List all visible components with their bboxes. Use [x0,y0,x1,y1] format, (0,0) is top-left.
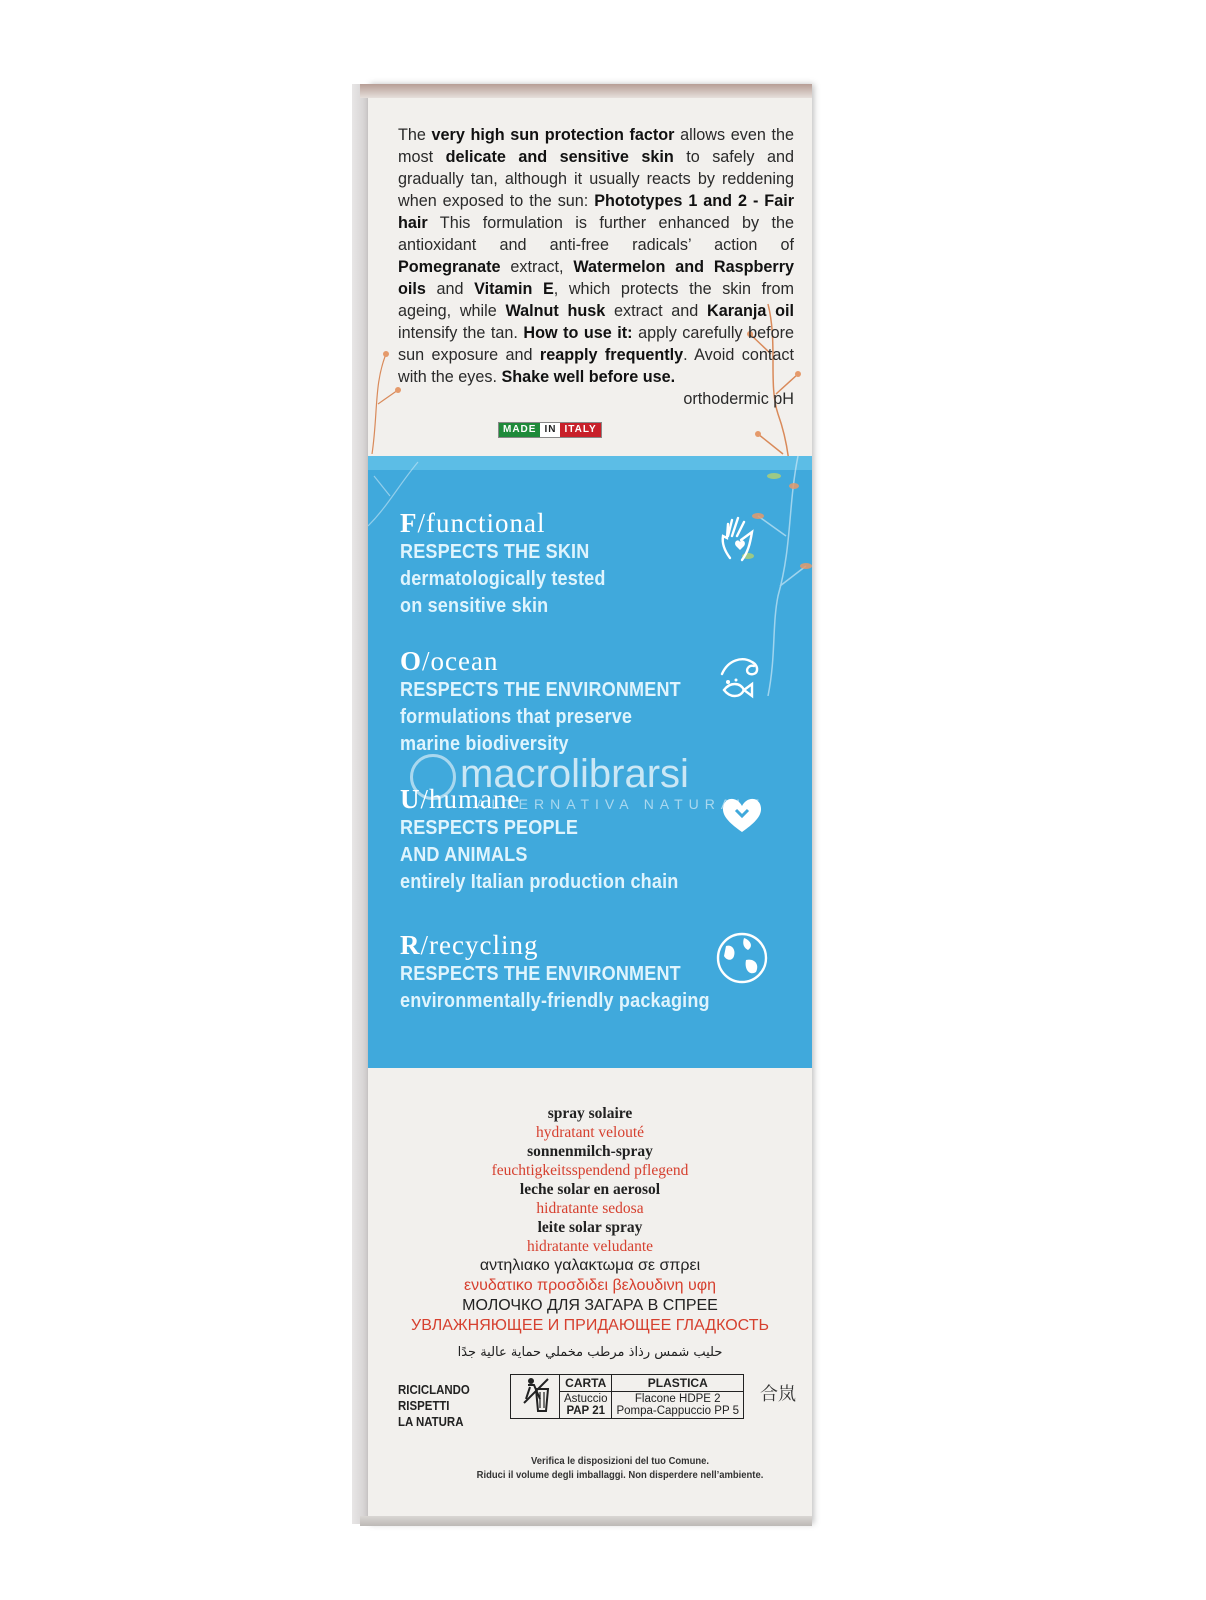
language-subtitle: ενυδατικο προσδιδει βελουδινη υφη [463,1277,717,1294]
watermark-logo-icon [410,754,456,800]
arabic-line [368,1340,812,1366]
recycling-table [510,1374,744,1419]
language-subtitle: hidratante sedosa [536,1200,644,1217]
carta-line: Astuccio [564,1393,608,1405]
section-heading [400,508,634,538]
section-line: marine biodiversity [400,732,569,755]
plastica-cell [612,1392,744,1419]
section-line: RESPECTS THE ENVIRONMENT [400,678,681,701]
ph-note: orthodermic pH [683,390,794,408]
description-run: apply carefully before sun exposure and [398,324,794,364]
trash-bin-cell [511,1375,560,1419]
description-run: . Avoid contact with the eyes. [398,346,794,386]
description-bold: Shake well before use. [501,368,676,386]
description-bold: Walnut husk [505,302,606,320]
description-run: This formulation is further enhanced by the antioxidant and anti-free radicals’ action of [398,214,794,254]
description-bold: How to use it: [523,324,633,342]
carta-header: CARTA [560,1375,612,1392]
section-heading [400,646,719,676]
kanji-mark: 合岚 [760,1384,796,1405]
plastica-header: PLASTICA [612,1375,744,1392]
section-line: RESPECTS THE SKIN [400,540,590,563]
section-letter: U [400,784,421,814]
description-run: intensify the tan. [398,324,524,342]
footer-line: Riduci il volume degli imballaggi. Non disperdere nell’ambiente. [476,1469,764,1481]
description-run: extract, [500,258,574,276]
description-bold: very high sun protection factor [431,126,675,144]
section-letter: O [400,646,423,676]
in-word: IN [540,423,560,437]
description-run: , which protects the skin from ageing, while [398,280,794,320]
language-subtitle: УВЛАЖНЯЮЩЕЕ И ПРИДАЮЩЕЕ ГЛАДКОСТЬ [411,1317,769,1334]
section-word: /ocean [422,646,499,676]
language-name: leche solar en aerosol [519,1181,661,1198]
language-list [368,1104,812,1336]
arabic-text: حليب شمس رذاذ مرطب مخملي حماية عالية جدًا [457,1345,723,1360]
language-name: αντηλιακο γαλακτωμα σε σπρει [479,1257,701,1274]
section-line: RESPECTS PEOPLE [400,816,579,839]
box-bottom-edge [360,1516,812,1526]
section-word: /recycling [420,930,539,960]
section-line: entirely Italian production chain [400,870,679,893]
description-bold: Pomegranate [398,258,501,276]
section-line: RESPECTS THE ENVIRONMENT [400,962,681,985]
description-bold: Watermelon and Raspberry oils [398,258,794,298]
slogan-line: RISPETTI [398,1398,450,1413]
globe-icon [714,930,770,986]
slogan-line: LA NATURA [398,1414,464,1429]
slogan-line: RICICLANDO [398,1382,470,1397]
product-box [368,84,812,1524]
heart-hands-icon [714,786,770,842]
description-run: allows even the most [398,126,794,166]
section-line: environmentally-friendly packaging [400,989,710,1012]
language-name: leite solar spray [537,1219,643,1236]
language-name: sonnenmilch-spray [527,1143,653,1160]
section-word: /humane [420,784,521,814]
section-line: dermatologically tested [400,567,606,590]
made-in-italy-label [498,422,602,438]
description-bold: delicate and sensitive skin [445,148,674,166]
hand-heart-icon [714,512,770,568]
section-recycling [400,930,752,1014]
description-run: The [398,126,432,144]
trash-bin-icon [520,1377,550,1413]
watermark-name: macrolibrarsi [460,752,689,796]
language-subtitle: hydratant velouté [535,1124,645,1141]
language-subtitle: feuchtigkeitsspendend pflegend [491,1162,689,1179]
description-run: and [425,280,475,298]
section-heading [400,930,752,960]
language-name: spray solaire [547,1105,633,1122]
made-word: MADE [499,423,540,437]
recycling-slogan [398,1382,470,1430]
description-bold: Karanja oil [707,302,794,320]
carta-line: PAP 21 [566,1405,606,1417]
section-line: on sensitive skin [400,594,549,617]
description-run: to safely and gradually tan, although it usually reacts by reddening when exposed to the sun: [398,148,794,210]
watermark-tagline: ALTERNATIVA NATURALE [476,796,766,812]
product-description [398,124,794,410]
section-line: formulations that preserve [400,705,633,728]
section-letter: R [400,930,421,960]
section-line: AND ANIMALS [400,843,528,866]
plastica-line: Flacone HDPE 2 [634,1393,721,1405]
description-run: extract and [605,302,708,320]
carta-cell [560,1392,612,1419]
recycling-footer [467,1454,773,1482]
description-bold: Vitamin E [474,280,554,298]
section-functional [400,508,634,619]
footer-line: Verifica le disposizioni del tuo Comune. [530,1455,710,1467]
fish-wave-icon [714,650,770,706]
plastica-line: Pompa-Cappuccio PP 5 [616,1405,739,1417]
description-bold: reapply frequently [539,346,684,364]
section-letter: F [400,508,418,538]
section-word: /functional [417,508,546,538]
section-ocean [400,646,719,757]
description-text [398,126,794,386]
italy-word: ITALY [560,423,600,437]
language-subtitle: hidratante veludante [526,1238,654,1255]
box-top-edge [360,84,812,98]
description-bold: Phototypes 1 and 2 - Fair hair [398,192,794,232]
language-name: МОЛОЧКО ДЛЯ ЗАГАРА В СПРЕЕ [462,1297,718,1314]
